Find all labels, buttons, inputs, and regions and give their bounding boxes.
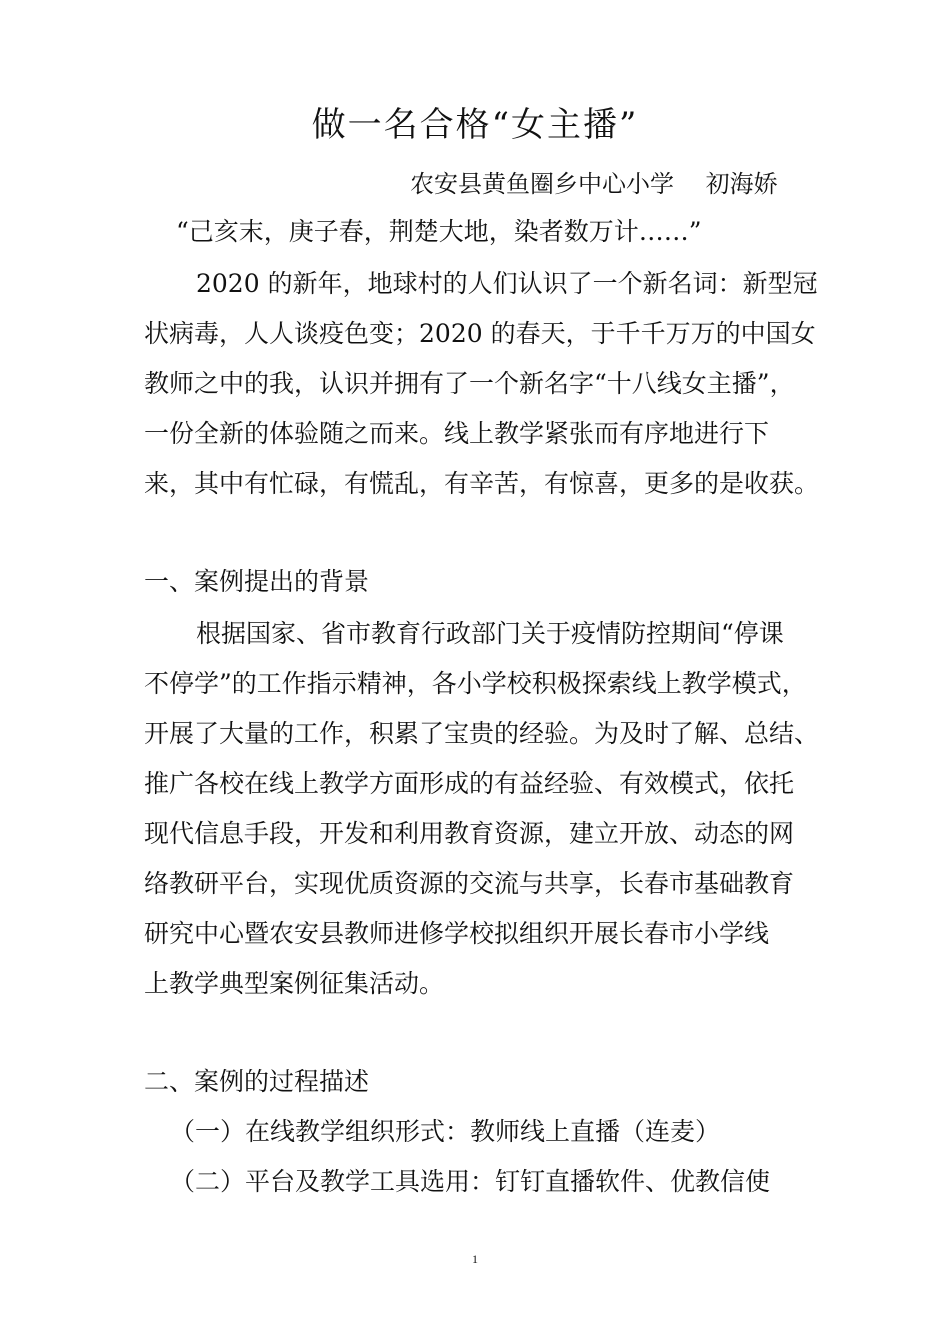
intro-line: 一份全新的体验随之而来。线上教学紧张而有序地进行下 bbox=[144, 419, 770, 448]
section2-item: （一）在线教学组织形式：教师线上直播（连麦） bbox=[170, 1117, 721, 1146]
section1-line: 推广各校在线上教学方面形成的有益经验、有效模式，依托 bbox=[144, 769, 795, 798]
section1-line: 不停学”的工作指示精神，各小学校积极探索线上教学模式， bbox=[144, 669, 807, 698]
section1-line: 根据国家、省市教育行政部门关于疫情防控期间“停课 bbox=[196, 619, 784, 648]
section1-line: 络教研平台，实现优质资源的交流与共享，长春市基础教育 bbox=[144, 869, 795, 898]
author-line: 农安县黄鱼圈乡中心小学 初海娇 bbox=[410, 170, 778, 198]
intro-line: 状病毒，人人谈疫色变；2020 的春天，于千千万万的中国女 bbox=[144, 319, 816, 348]
document-title: 做一名合格“女主播” bbox=[311, 105, 639, 145]
section1-line: 上教学典型案例征集活动。 bbox=[144, 969, 445, 998]
section-heading-background: 一、案例提出的背景 bbox=[144, 567, 370, 596]
intro-line: 来，其中有忙碌，有慌乱，有辛苦，有惊喜，更多的是收获。 bbox=[144, 469, 820, 498]
section2-item: （二）平台及教学工具选用：钉钉直播软件、优教信使 bbox=[170, 1167, 771, 1196]
intro-line: 2020 的新年，地球村的人们认识了一个新名词：新型冠 bbox=[196, 269, 818, 298]
opening-quote: “己亥末，庚子春，荆楚大地，染者数万计……” bbox=[176, 217, 702, 246]
section1-line: 开展了大量的工作，积累了宝贵的经验。为及时了解、总结、 bbox=[144, 719, 820, 748]
section-heading-process: 二、案例的过程描述 bbox=[144, 1067, 370, 1096]
intro-line: 教师之中的我，认识并拥有了一个新名字“十八线女主播”， bbox=[144, 369, 795, 398]
section1-line: 现代信息手段，开发和利用教育资源，建立开放、动态的网 bbox=[144, 819, 795, 848]
page-number: 1 bbox=[472, 1252, 478, 1266]
section1-line: 研究中心暨农安县教师进修学校拟组织开展长春市小学线 bbox=[144, 919, 770, 948]
